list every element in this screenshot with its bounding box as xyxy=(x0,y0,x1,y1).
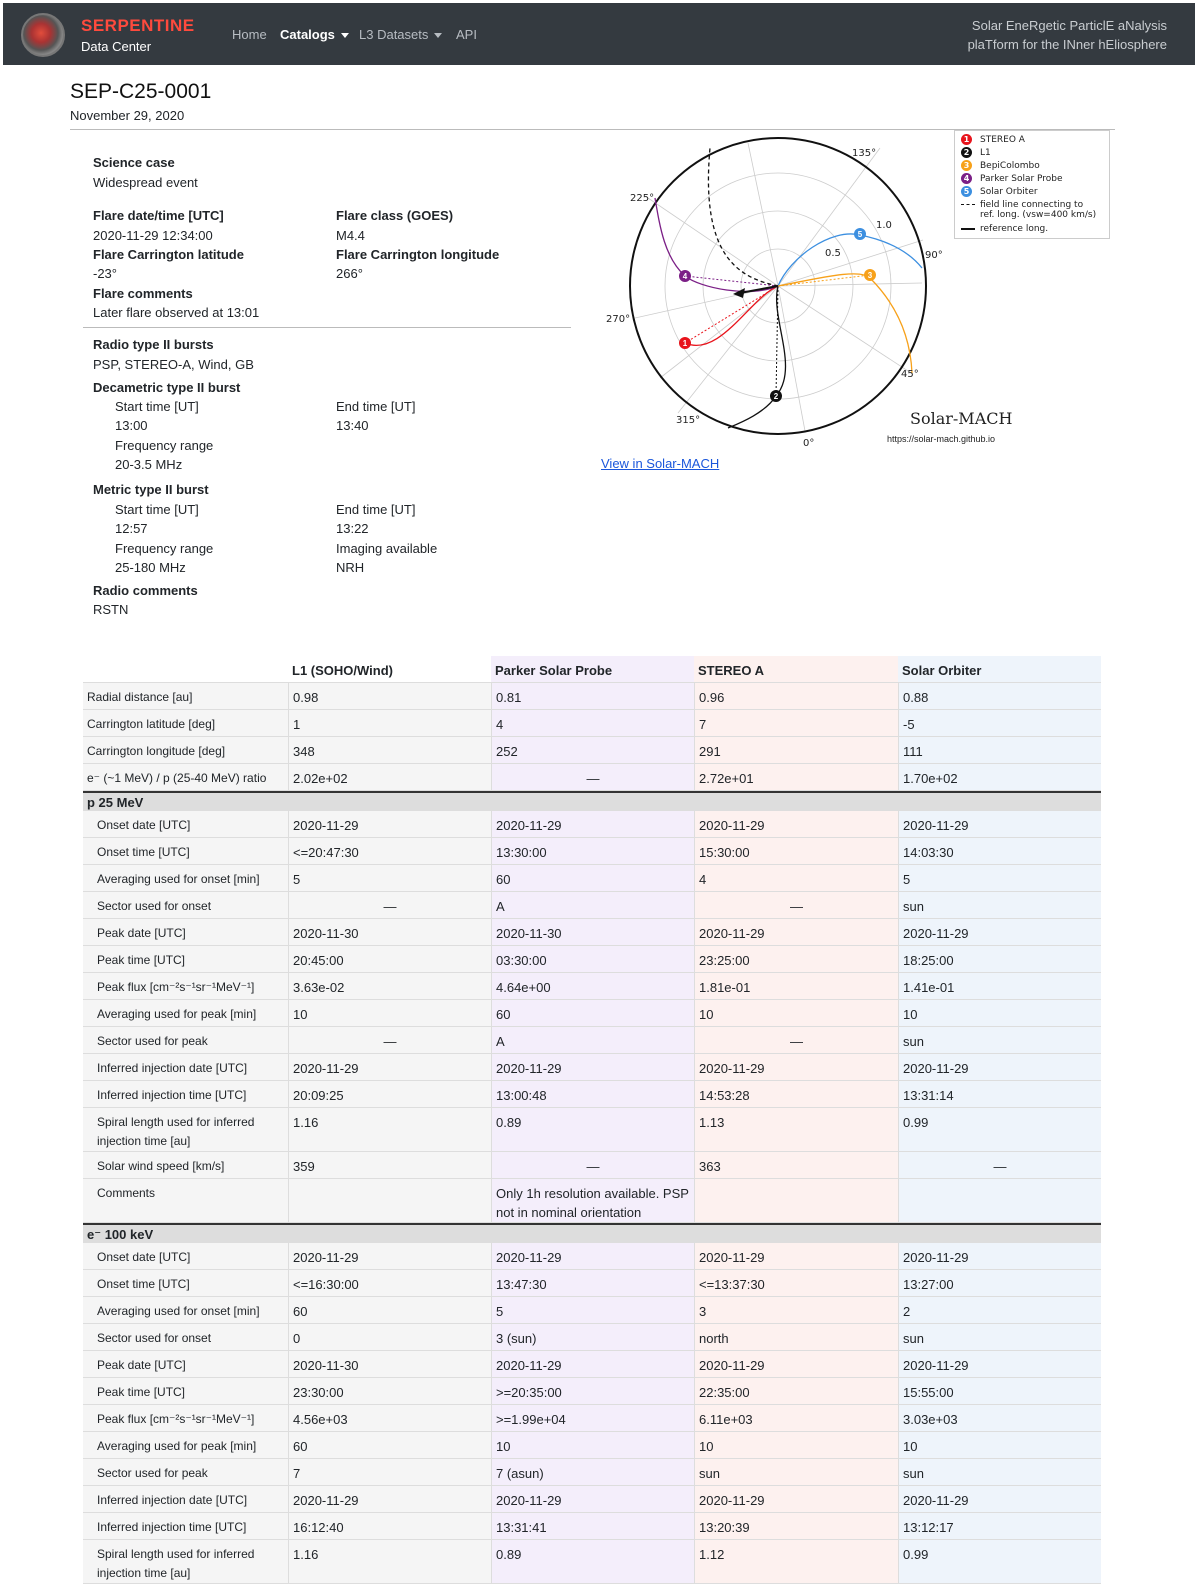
legend-label: Parker Solar Probe xyxy=(980,174,1063,184)
legend-bepicolombo xyxy=(961,160,1040,171)
section-header: e⁻ 100 keV xyxy=(83,1223,1101,1243)
table-cell: 13:31:14 xyxy=(898,1081,1101,1107)
radius-label: 1.0 xyxy=(876,220,892,231)
row-label: Averaging used for onset [min] xyxy=(83,865,288,891)
row-label: Radial distance [au] xyxy=(83,683,288,709)
table-cell: 1.12 xyxy=(694,1540,898,1583)
metric-label: Metric type II burst xyxy=(93,482,209,497)
metric-freq-label: Frequency range xyxy=(115,541,214,556)
deca-freq-value: 20-3.5 MHz xyxy=(115,457,183,472)
row-label: Peak flux [cm⁻²s⁻¹sr⁻¹MeV⁻¹] xyxy=(83,973,288,999)
solar-mach-title: Solar-MACH xyxy=(910,409,1013,428)
table-row xyxy=(83,710,1101,737)
column-header xyxy=(83,656,288,682)
table-cell: 4.56e+03 xyxy=(288,1405,491,1431)
imaging-value: NRH xyxy=(336,560,365,575)
table-cell: 6.11e+03 xyxy=(694,1405,898,1431)
row-label: Sector used for peak xyxy=(83,1459,288,1485)
table-row xyxy=(83,838,1101,865)
metric-start-label: Start time [UT] xyxy=(115,502,199,517)
navbar xyxy=(3,3,1195,65)
table-cell: 2020-11-29 xyxy=(694,1054,898,1080)
table-cell: 10 xyxy=(694,1000,898,1026)
legend-psp xyxy=(961,173,1063,184)
nav-catalogs-label: Catalogs xyxy=(280,27,335,42)
event-date: November 29, 2020 xyxy=(70,108,185,123)
table-row xyxy=(83,1152,1101,1179)
table-cell: 2020-11-29 xyxy=(288,1486,491,1512)
legend-label: Solar Orbiter xyxy=(980,187,1038,197)
table-row xyxy=(83,1000,1101,1027)
table-cell: 2020-11-30 xyxy=(288,1351,491,1377)
reference-arrowhead xyxy=(733,288,745,298)
table-cell: 348 xyxy=(288,737,491,763)
science-case-label: Science case xyxy=(93,155,175,170)
table-cell: sun xyxy=(898,1027,1101,1053)
table-cell: <=16:30:00 xyxy=(288,1270,491,1296)
nav-api[interactable] xyxy=(456,27,477,42)
table-cell: — xyxy=(288,892,491,918)
table-cell: 2020-11-29 xyxy=(491,811,694,837)
table-cell: 2020-11-29 xyxy=(491,1054,694,1080)
row-label: Solar wind speed [km/s] xyxy=(83,1152,288,1178)
row-label: Onset date [UTC] xyxy=(83,1243,288,1269)
table-cell: 2020-11-29 xyxy=(694,919,898,945)
table-cell: 20:09:25 xyxy=(288,1081,491,1107)
view-in-solar-mach-link[interactable]: View in Solar-MACH xyxy=(601,456,720,471)
table-cell: 2020-11-29 xyxy=(694,1243,898,1269)
row-label: Inferred injection date [UTC] xyxy=(83,1054,288,1080)
table-row xyxy=(83,1486,1101,1513)
table-cell: 13:47:30 xyxy=(491,1270,694,1296)
table-cell xyxy=(898,1179,1101,1222)
deca-start-label: Start time [UT] xyxy=(115,399,199,414)
table-cell: 10 xyxy=(288,1000,491,1026)
table-cell: 359 xyxy=(288,1152,491,1178)
table-cell: 2020-11-29 xyxy=(694,1486,898,1512)
metric-end-label: End time [UT] xyxy=(336,502,416,517)
table-cell: sun xyxy=(694,1459,898,1485)
table-cell: 0.88 xyxy=(898,683,1101,709)
nav-l3-label: L3 Datasets xyxy=(359,27,429,42)
table-row xyxy=(83,1270,1101,1297)
brand-name[interactable]: SERPENTINE xyxy=(81,16,195,35)
row-label: Comments xyxy=(83,1179,288,1222)
row-label: Inferred injection time [UTC] xyxy=(83,1081,288,1107)
table-row xyxy=(83,973,1101,1000)
flare-lon-label: Flare Carrington longitude xyxy=(336,247,500,262)
table-row xyxy=(83,1540,1101,1584)
table-cell: — xyxy=(491,764,694,790)
table-cell: 22:35:00 xyxy=(694,1378,898,1404)
row-label: Peak flux [cm⁻²s⁻¹sr⁻¹MeV⁻¹] xyxy=(83,1405,288,1431)
row-label: Peak time [UTC] xyxy=(83,946,288,972)
flare-lon-value: 266° xyxy=(336,266,363,281)
table-cell: 2020-11-30 xyxy=(491,919,694,945)
dashed-line-icon xyxy=(961,204,975,205)
table-cell: 4 xyxy=(491,710,694,736)
table-row xyxy=(83,865,1101,892)
row-label: Spiral length used for inferred injection time [au] xyxy=(83,1108,288,1151)
serpentine-logo[interactable] xyxy=(21,13,65,57)
table-cell: 2020-11-29 xyxy=(898,1054,1101,1080)
table-cell: 3.63e-02 xyxy=(288,973,491,999)
flare-class-value: M4.4 xyxy=(336,228,365,243)
table-cell: 03:30:00 xyxy=(491,946,694,972)
flare-time-label: Flare date/time [UTC] xyxy=(93,208,224,223)
table-cell: 1.13 xyxy=(694,1108,898,1151)
row-label: Carrington longitude [deg] xyxy=(83,737,288,763)
sep-data-table xyxy=(83,656,1101,1584)
table-cell: 5 xyxy=(288,865,491,891)
table-row xyxy=(83,946,1101,973)
row-label: Peak time [UTC] xyxy=(83,1378,288,1404)
table-cell: 15:55:00 xyxy=(898,1378,1101,1404)
table-cell: 23:30:00 xyxy=(288,1378,491,1404)
angle-label: 315° xyxy=(676,415,701,426)
table-cell: 2020-11-29 xyxy=(491,1351,694,1377)
table-row xyxy=(83,683,1101,710)
row-label: Averaging used for onset [min] xyxy=(83,1297,288,1323)
table-row xyxy=(83,1179,1101,1223)
page-title: SEP-C25-0001 xyxy=(70,80,212,103)
table-cell: 60 xyxy=(491,1000,694,1026)
column-header: Parker Solar Probe xyxy=(491,656,694,682)
column-header: L1 (SOHO/Wind) xyxy=(288,656,491,682)
legend-marker: 2 xyxy=(961,147,972,158)
table-cell: A xyxy=(491,892,694,918)
tagline xyxy=(968,16,1167,54)
table-cell: 10 xyxy=(491,1432,694,1458)
angle-label: 45° xyxy=(901,369,919,380)
row-label: Onset date [UTC] xyxy=(83,811,288,837)
table-cell: 7 xyxy=(694,710,898,736)
table-cell: sun xyxy=(898,1324,1101,1350)
table-cell: 10 xyxy=(694,1432,898,1458)
table-cell: 0.81 xyxy=(491,683,694,709)
row-label: Averaging used for peak [min] xyxy=(83,1000,288,1026)
table-cell: 2020-11-29 xyxy=(288,1243,491,1269)
row-label: Sector used for peak xyxy=(83,1027,288,1053)
table-cell: 5 xyxy=(491,1297,694,1323)
table-cell: 14:03:30 xyxy=(898,838,1101,864)
stereo-a-connector xyxy=(685,286,778,343)
bepicolombo-number: 3 xyxy=(867,271,873,280)
table-cell: 18:25:00 xyxy=(898,946,1101,972)
legend-label: BepiColombo xyxy=(980,161,1040,171)
table-cell: 2020-11-29 xyxy=(694,1351,898,1377)
solar-mach-url: https://solar-mach.github.io xyxy=(887,434,996,444)
table-row xyxy=(83,1081,1101,1108)
flare-lat-value: -23° xyxy=(93,266,117,281)
row-label: Onset time [UTC] xyxy=(83,838,288,864)
row-label: Sector used for onset xyxy=(83,1324,288,1350)
table-row xyxy=(83,1459,1101,1486)
table-cell: sun xyxy=(898,1459,1101,1485)
legend-solo xyxy=(961,186,1038,197)
metric-start-value: 12:57 xyxy=(115,521,148,536)
table-cell: 13:31:41 xyxy=(491,1513,694,1539)
flare-lat-label: Flare Carrington latitude xyxy=(93,247,244,262)
table-row xyxy=(83,892,1101,919)
nav-home[interactable] xyxy=(232,27,267,42)
table-cell: 2020-11-29 xyxy=(898,1486,1101,1512)
table-cell: 363 xyxy=(694,1152,898,1178)
table-cell: 1.70e+02 xyxy=(898,764,1101,790)
table-cell: 2.72e+01 xyxy=(694,764,898,790)
table-row xyxy=(83,1351,1101,1378)
arrow-right-icon xyxy=(961,228,975,230)
table-cell xyxy=(694,1179,898,1222)
brand-subtitle[interactable]: Data Center xyxy=(81,39,152,54)
psp-connector xyxy=(685,276,778,286)
nav-home-label: Home xyxy=(232,27,267,42)
table-cell: — xyxy=(694,892,898,918)
radio-label: Radio type II bursts xyxy=(93,337,214,352)
table-cell: 10 xyxy=(898,1432,1101,1458)
table-cell: 13:00:48 xyxy=(491,1081,694,1107)
table-cell: 4 xyxy=(694,865,898,891)
table-cell: — xyxy=(898,1152,1101,1178)
table-cell: 1.41e-01 xyxy=(898,973,1101,999)
table-cell: 1.16 xyxy=(288,1108,491,1151)
table-row xyxy=(83,919,1101,946)
table-row xyxy=(83,1513,1101,1540)
table-cell: 7 (asun) xyxy=(491,1459,694,1485)
l1-number: 2 xyxy=(773,392,779,401)
table-cell: 2.02e+02 xyxy=(288,764,491,790)
imaging-label: Imaging available xyxy=(336,541,438,556)
flare-comments-label: Flare comments xyxy=(93,286,193,301)
legend-marker: 5 xyxy=(961,186,972,197)
legend-l1 xyxy=(961,147,991,158)
table-cell: 5 xyxy=(898,865,1101,891)
deca-end-value: 13:40 xyxy=(336,418,369,433)
radius-label: 0.5 xyxy=(825,248,841,259)
table-row xyxy=(83,1108,1101,1152)
radio-comments-value: RSTN xyxy=(93,602,129,617)
legend-stereo-a xyxy=(961,134,1025,145)
metric-freq-value: 25-180 MHz xyxy=(115,560,186,575)
deca-start-value: 13:00 xyxy=(115,418,148,433)
table-row xyxy=(83,1432,1101,1459)
table-cell: 16:12:40 xyxy=(288,1513,491,1539)
table-row xyxy=(83,1378,1101,1405)
legend-fieldline-text: field line connecting to xyxy=(980,200,1084,210)
flare-time-value: 2020-11-29 12:34:00 xyxy=(93,228,213,243)
row-label: Peak date [UTC] xyxy=(83,1351,288,1377)
table-cell: 13:30:00 xyxy=(491,838,694,864)
row-label: e⁻ (~1 MeV) / p (25-40 MeV) ratio xyxy=(83,764,288,790)
legend-marker: 3 xyxy=(961,160,972,171)
table-cell: 1 xyxy=(288,710,491,736)
table-cell: 0.99 xyxy=(898,1108,1101,1151)
row-label: Spiral length used for inferred injection time [au] xyxy=(83,1540,288,1583)
table-cell: 0.98 xyxy=(288,683,491,709)
table-row xyxy=(83,737,1101,764)
table-cell: — xyxy=(694,1027,898,1053)
table-cell: A xyxy=(491,1027,694,1053)
decametric-label: Decametric type II burst xyxy=(93,380,241,395)
table-cell: <=13:37:30 xyxy=(694,1270,898,1296)
table-row xyxy=(83,1243,1101,1270)
nav-catalogs[interactable] xyxy=(280,27,349,42)
table-cell: 2020-11-29 xyxy=(898,919,1101,945)
column-header: Solar Orbiter xyxy=(898,656,1101,682)
table-cell xyxy=(288,1179,491,1222)
table-cell: sun xyxy=(898,892,1101,918)
angle-label: 270° xyxy=(606,314,631,325)
table-cell: 291 xyxy=(694,737,898,763)
divider xyxy=(83,327,571,328)
table-cell: 0.89 xyxy=(491,1108,694,1151)
table-cell: 60 xyxy=(288,1432,491,1458)
table-cell: 23:25:00 xyxy=(694,946,898,972)
table-cell: 60 xyxy=(288,1297,491,1323)
row-label: Sector used for onset xyxy=(83,892,288,918)
row-label: Carrington latitude [deg] xyxy=(83,710,288,736)
nav-l3-datasets[interactable] xyxy=(359,27,442,42)
l1-field-line xyxy=(728,286,786,428)
row-label: Inferred injection time [UTC] xyxy=(83,1513,288,1539)
row-label: Peak date [UTC] xyxy=(83,919,288,945)
table-cell: >=20:35:00 xyxy=(491,1378,694,1404)
chevron-down-icon xyxy=(434,33,442,38)
table-cell: 13:27:00 xyxy=(898,1270,1101,1296)
table-cell: 3 (sun) xyxy=(491,1324,694,1350)
table-cell: <=20:47:30 xyxy=(288,838,491,864)
deca-freq-label: Frequency range xyxy=(115,438,214,453)
legend-marker: 1 xyxy=(961,134,972,145)
table-cell: 2020-11-29 xyxy=(694,811,898,837)
column-header: STEREO A xyxy=(694,656,898,682)
metric-end-value: 13:22 xyxy=(336,521,369,536)
table-row xyxy=(83,1324,1101,1351)
tagline-line-2: plaTform for the INner hEliosphere xyxy=(967,37,1167,52)
legend-fieldline xyxy=(961,200,1096,220)
table-cell: 0 xyxy=(288,1324,491,1350)
table-cell: 2020-11-30 xyxy=(288,919,491,945)
radio-comments-label: Radio comments xyxy=(93,583,198,598)
table-row xyxy=(83,764,1101,791)
table-cell: 10 xyxy=(898,1000,1101,1026)
nav-api-label: API xyxy=(456,27,477,42)
row-label: Averaging used for peak [min] xyxy=(83,1432,288,1458)
table-cell: 14:53:28 xyxy=(694,1081,898,1107)
table-cell: 0.96 xyxy=(694,683,898,709)
angle-label: 0° xyxy=(803,438,815,449)
radio-value: PSP, STEREO-A, Wind, GB xyxy=(93,357,254,372)
table-row xyxy=(83,1297,1101,1324)
legend-marker: 4 xyxy=(961,173,972,184)
legend-ref-text: reference long. xyxy=(980,224,1049,234)
table-cell: — xyxy=(288,1027,491,1053)
table-cell: 2020-11-29 xyxy=(288,1054,491,1080)
table-row xyxy=(83,1027,1101,1054)
tagline-line-1: Solar EneRgetic ParticlE aNalysis xyxy=(971,18,1167,33)
table-cell: 111 xyxy=(898,737,1101,763)
polar-grid xyxy=(635,143,923,431)
angle-label: 90° xyxy=(925,250,943,261)
row-label: Onset time [UTC] xyxy=(83,1270,288,1296)
table-cell: 0.99 xyxy=(898,1540,1101,1583)
table-cell: 3 xyxy=(694,1297,898,1323)
table-cell: 2020-11-29 xyxy=(288,811,491,837)
table-cell: 2020-11-29 xyxy=(898,1243,1101,1269)
psp-number: 4 xyxy=(682,272,688,281)
table-cell: 252 xyxy=(491,737,694,763)
angle-label: 135° xyxy=(852,148,877,159)
flare-class-label: Flare class (GOES) xyxy=(336,208,454,223)
solo-field-line xyxy=(778,234,922,286)
stereo-a-number: 1 xyxy=(682,339,688,348)
row-label: Inferred injection date [UTC] xyxy=(83,1486,288,1512)
table-cell: 13:20:39 xyxy=(694,1513,898,1539)
table-cell: 2020-11-29 xyxy=(898,1351,1101,1377)
table-cell: 13:12:17 xyxy=(898,1513,1101,1539)
table-cell: 0.89 xyxy=(491,1540,694,1583)
table-cell: 7 xyxy=(288,1459,491,1485)
table-cell: 1.16 xyxy=(288,1540,491,1583)
table-cell: 2020-11-29 xyxy=(898,811,1101,837)
table-cell: >=1.99e+04 xyxy=(491,1405,694,1431)
flare-comments-value: Later flare observed at 13:01 xyxy=(93,305,260,320)
table-cell: 20:45:00 xyxy=(288,946,491,972)
table-cell: 60 xyxy=(491,865,694,891)
table-cell: 2020-11-29 xyxy=(491,1243,694,1269)
table-cell: 15:30:00 xyxy=(694,838,898,864)
legend-fieldline-text-2: ref. long. (vsw=400 km/s) xyxy=(980,210,1097,220)
table-cell: 2 xyxy=(898,1297,1101,1323)
chevron-down-icon xyxy=(341,33,349,38)
science-case-value: Widespread event xyxy=(93,175,198,190)
solo-number: 5 xyxy=(857,230,863,239)
legend-reference xyxy=(961,224,1048,234)
reference-field-line xyxy=(708,148,778,286)
table-row xyxy=(83,1054,1101,1081)
table-cell: -5 xyxy=(898,710,1101,736)
table-cell: Only 1h resolution available. PSP not in nominal orientation xyxy=(491,1179,694,1222)
table-row xyxy=(83,811,1101,838)
table-cell: 2020-11-29 xyxy=(491,1486,694,1512)
section-header: p 25 MeV xyxy=(83,791,1101,811)
table-cell: 1.81e-01 xyxy=(694,973,898,999)
deca-end-label: End time [UT] xyxy=(336,399,416,414)
legend-label: L1 xyxy=(980,148,991,158)
table-row xyxy=(83,1405,1101,1432)
plot-legend xyxy=(954,130,1110,239)
table-cell: — xyxy=(491,1152,694,1178)
table-cell: 3.03e+03 xyxy=(898,1405,1101,1431)
legend-label: STEREO A xyxy=(980,135,1025,145)
table-cell: 4.64e+00 xyxy=(491,973,694,999)
angle-label: 225° xyxy=(630,193,655,204)
table-header xyxy=(83,656,1101,683)
table-cell: north xyxy=(694,1324,898,1350)
